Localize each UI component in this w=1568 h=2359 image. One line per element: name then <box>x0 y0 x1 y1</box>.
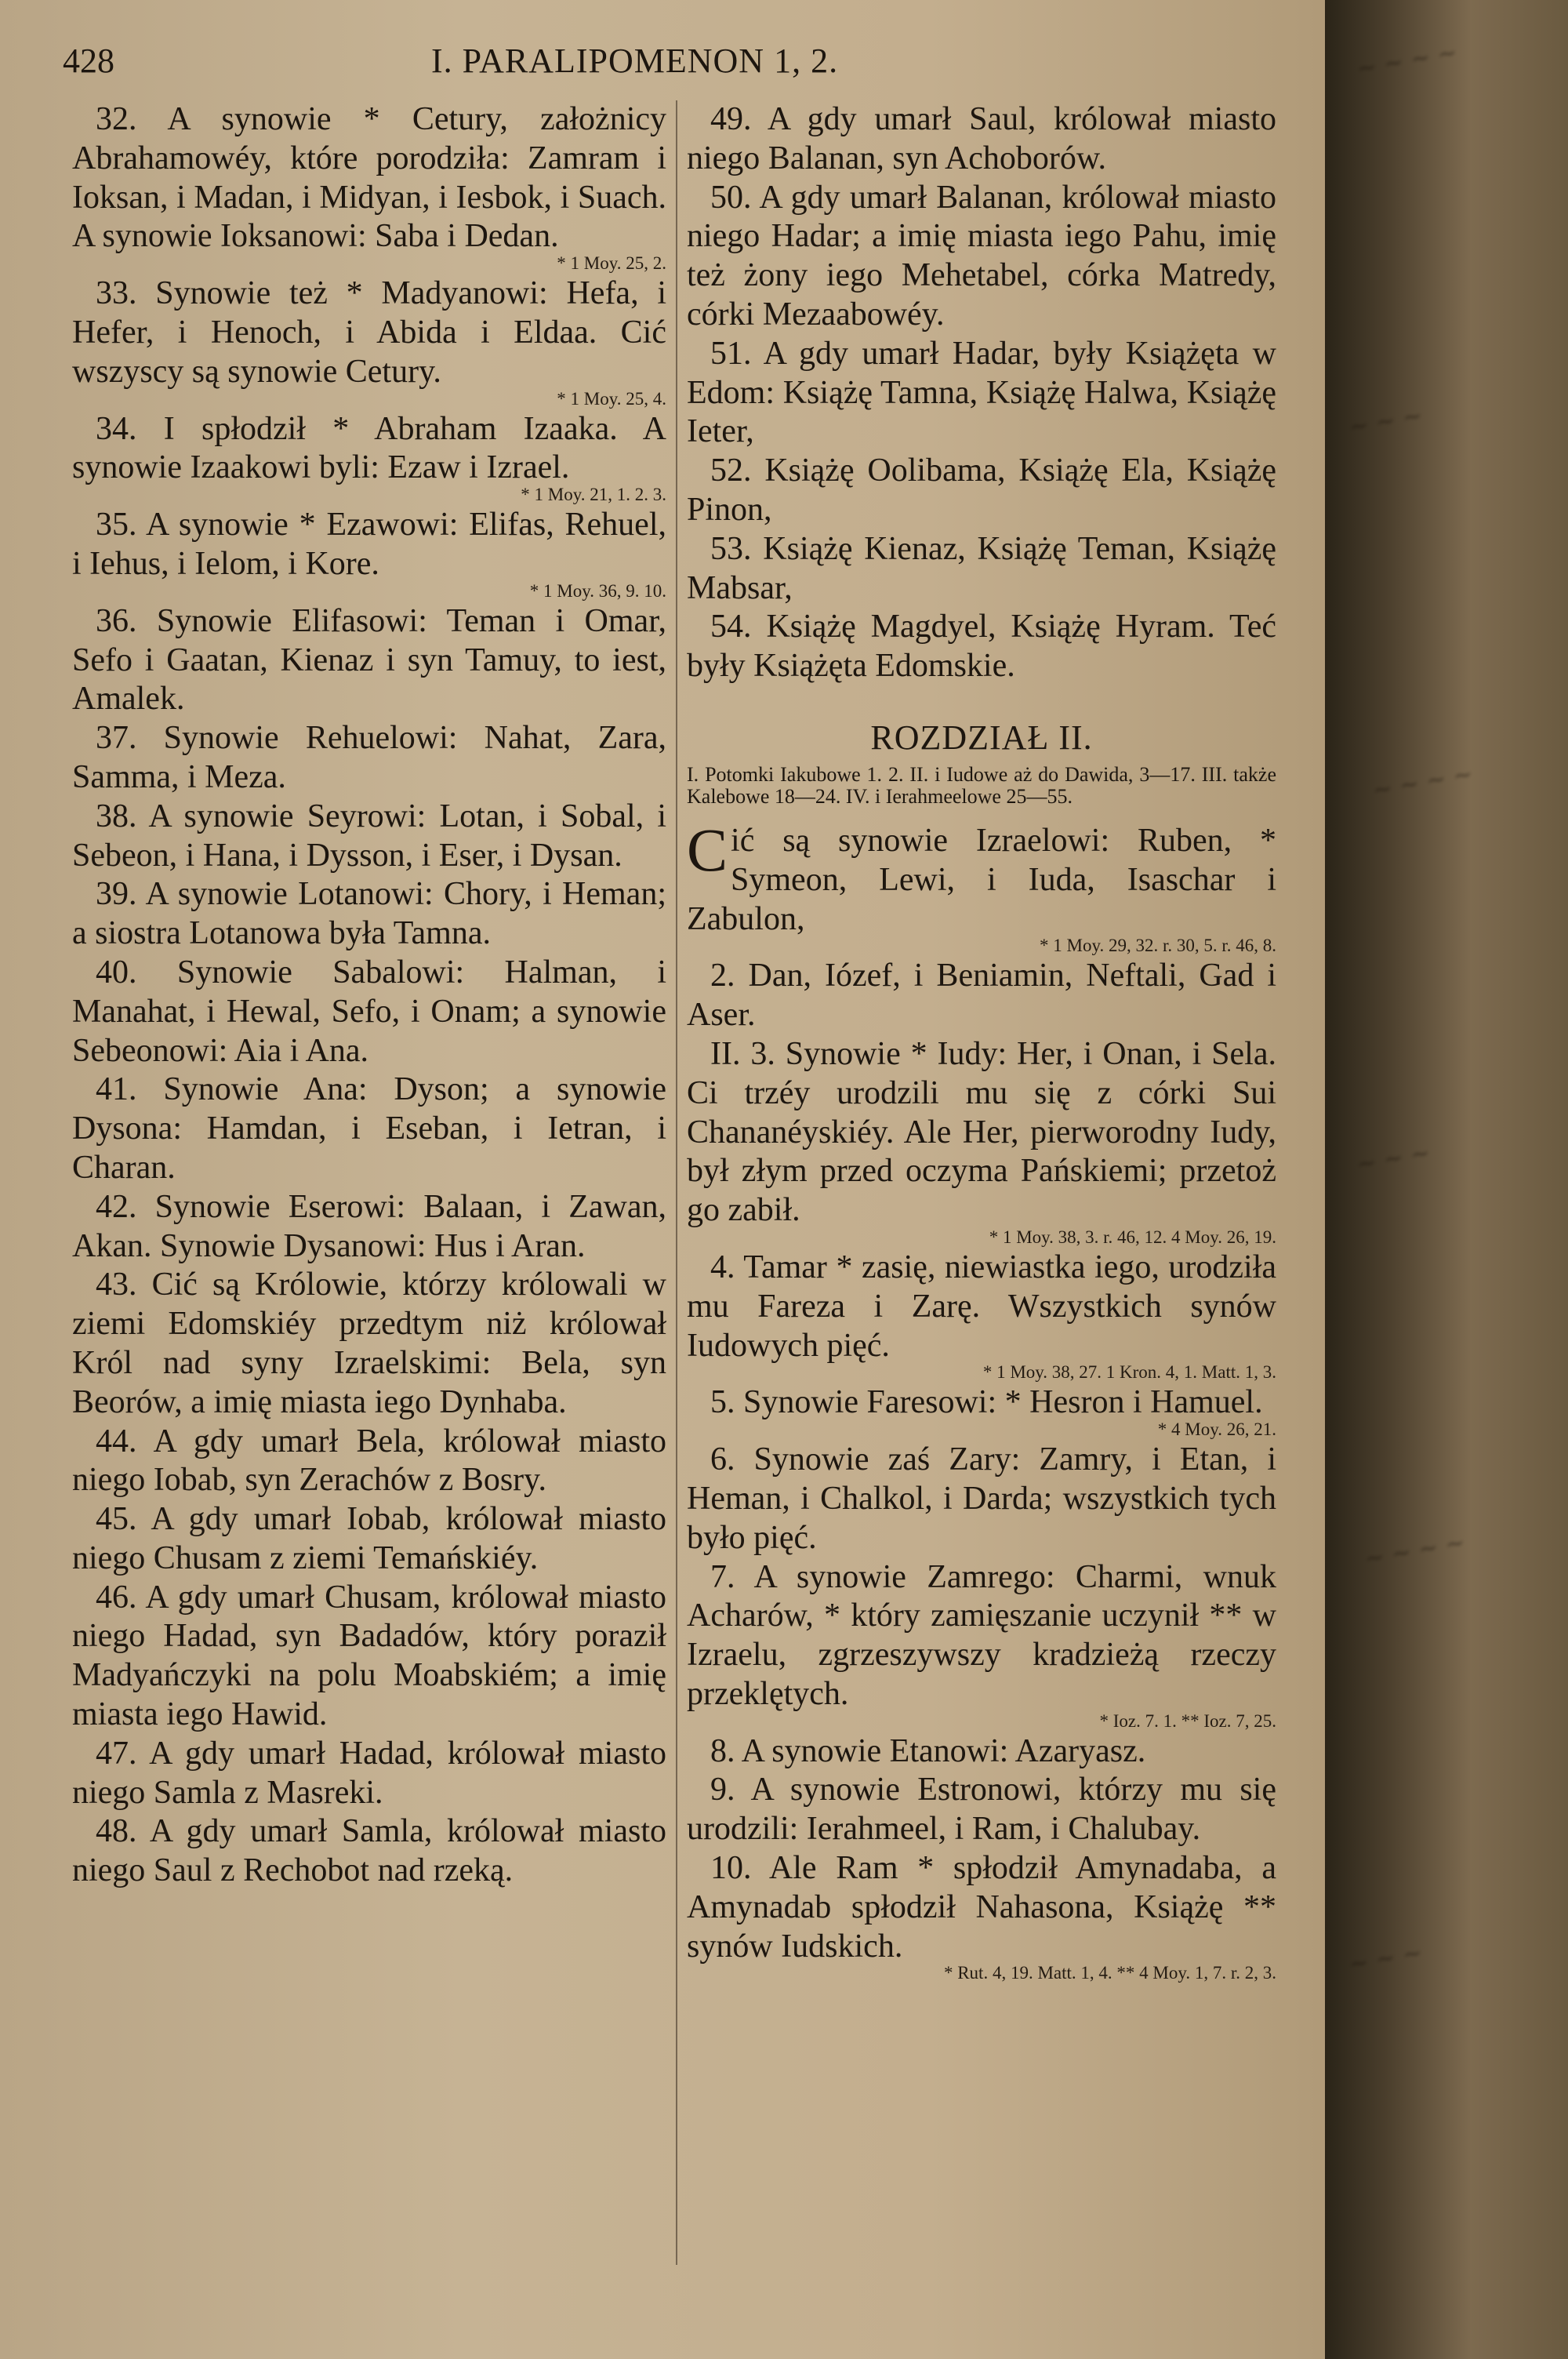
verse: 10. Ale Ram * spłodził Amynadaba, a Amynadab spłodził Nahasona, Książę ** synów Iudskich. <box>687 1850 1276 1965</box>
verse: 40. Synowie Sabalowi: Halman, i Manahat, i Hewal, Sefo, i Onam; a synowie Sebeonowi: Aia i Ana. <box>72 954 666 1069</box>
verse: 48. A gdy umarł Samla, królował miasto niego Saul z Rechobot nad rzeką. <box>72 1813 666 1889</box>
chapter-heading: ROZDZIAŁ II. <box>870 718 1093 757</box>
cross-reference: * Ioz. 7. 1. ** Ioz. 7, 25. <box>1099 1710 1276 1731</box>
verse: 8. A synowie Etanowi: Azaryasz. <box>710 1732 1146 1769</box>
verse: 36. Synowie Elifasowi: Teman i Omar, Sefo i Gaatan, Kienaz i syn Tamuy, to iest, Amalek. <box>72 602 666 718</box>
verse: 39. A synowie Lotanowi: Chory, i Heman; a siostra Lotanowa była Tamna. <box>72 876 666 952</box>
verse: 52. Książę Oolibama, Książę Ela, Książę Pinon, <box>687 453 1276 528</box>
page-number: 428 <box>63 42 114 80</box>
left-column <box>72 100 666 1891</box>
verse: 43. Cić są Królowie, którzy królowali w ziemi Edomskiéy przedtym niż królował Król nad syny Izraelskimi: Bela, syn Beorów, a imię miasta iego Dynhaba. <box>72 1267 666 1420</box>
verse: 37. Synowie Rehuelowi: Nahat, Zara, Samma, i Meza. <box>72 720 666 795</box>
verse: 2. Dan, Iózef, i Beniamin, Neftali, Gad i Aser. <box>687 958 1276 1034</box>
verse: 34. I spłodził * Abraham Izaaka. A synowie Izaakowi byli: Ezaw i Izrael. <box>72 410 666 486</box>
cross-reference: * 1 Moy. 38, 27. 1 Kron. 4, 1. Matt. 1, 3. <box>982 1362 1276 1383</box>
facing-page-gutter <box>1325 0 1568 2359</box>
page-header <box>63 41 1254 93</box>
bleed-through-text: ~ ~ ~ <box>1354 1139 1432 1179</box>
cross-reference: * 1 Moy. 29, 32. r. 30, 5. r. 46, 8. <box>1040 936 1276 956</box>
bleed-through-text: ~ ~ ~ ~ <box>1362 1528 1468 1573</box>
verse: 45. A gdy umarł Iobab, królował miasto niego Chusam z ziemi Temańskiéy. <box>72 1501 666 1576</box>
right-column <box>687 100 1276 1984</box>
verse: 47. A gdy umarł Hadad, królował miasto niego Samla z Masreki. <box>72 1735 666 1811</box>
verse: 4. Tamar * zasię, niewiastka iego, urodziła mu Fareza i Zarę. Wszystkich synów Iudowych pięć. <box>687 1249 1276 1364</box>
verse: 41. Synowie Ana: Dyson; a synowie Dysona: Hamdan, i Eseban, i Ietran, i Charan. <box>72 1071 666 1186</box>
running-title: I. PARALIPOMENON 1, 2. <box>431 42 839 80</box>
verse: II. 3. Synowie * Iudy: Her, i Onan, i Sela. Ci trzéy urodzili mu się z córki Sui Chananéyskiéy. Ale Her, pierworodny Iudy, był złym przed oczyma Pańskiemi; przetoż go zabił. <box>687 1035 1276 1229</box>
cross-reference: * 1 Moy. 38, 3. r. 46, 12. 4 Moy. 26, 19. <box>989 1227 1276 1247</box>
verse: 50. A gdy umarł Balanan, królował miasto niego Hadar; a imię miasta iego Pahu, imię też żony iego Mehetabel, córka Matredy, córki Mezaabowéy. <box>687 179 1276 333</box>
cross-reference: * 1 Moy. 36, 9. 10. <box>529 580 666 601</box>
right-column-verses-ch1 <box>687 100 1276 686</box>
cross-reference: * 1 Moy. 21, 1. 2. 3. <box>521 485 666 505</box>
verse: 35. A synowie * Ezawowi: Elifas, Rehuel, i Iehus, i Ielom, i Kore. <box>72 507 666 582</box>
verse: 46. A gdy umarł Chusam, królował miasto niego Hadad, syn Badadów, który poraził Madyańczyki na polu Moabskiém; a imię miasta iego Hawid. <box>72 1579 666 1733</box>
verse: 38. A synowie Seyrowi: Lotan, i Sobal, i Sebeon, i Hana, i Dysson, i Eser, i Dysan. <box>72 798 666 874</box>
drop-cap: C <box>687 815 728 884</box>
verse: 32. A synowie * Cetury, założnicy Abrahamowéy, które porodziła: Zamram i Ioksan, i Madan, i Midyan, i Iesbok, i Suach. A synowie Ioksanowi: Saba i Dedan. <box>72 101 666 255</box>
verse: 33. Synowie też * Madyanowi: Hefa, i Hefer, i Henoch, i Abida i Eldaa. Cić wszyscy są synowie Cetury. <box>72 275 666 390</box>
column-rule <box>676 100 677 2265</box>
verse: 54. Książę Magdyel, Książę Hyram. Teć były Książęta Edomskie. <box>687 609 1276 685</box>
bleed-through-text: ~ ~ ~ ~ <box>1370 760 1475 805</box>
verse: 6. Synowie zaś Zary: Zamry, i Etan, i Heman, i Chalkol, i Darda; wszystkich tych było pięć. <box>687 1441 1276 1556</box>
verse: 44. A gdy umarł Bela, królował miasto niego Iobab, syn Zerachów z Bosry. <box>72 1423 666 1499</box>
bleed-through-text: ~ ~ ~ <box>1346 1939 1425 1979</box>
chapter-first-verse <box>687 815 1276 939</box>
cross-reference: * 1 Moy. 25, 4. <box>557 388 666 409</box>
verse: 42. Synowie Eserowi: Balaan, i Zawan, Akan. Synowie Dysanowi: Hus i Aran. <box>72 1188 666 1264</box>
first-verse-text: ić są synowie Izraelowi: Ruben, * Symeon, Lewi, i Iuda, Isaschar i Zabulon, <box>687 822 1276 937</box>
cross-reference: * 4 Moy. 26, 21. <box>1157 1419 1276 1440</box>
chapter-summary: I. Potomki Iakubowe 1. 2. II. i Iudowe aż do Dawida, 3—17. III. także Kalebowe 18—24. IV. i Ierahmeelowe 25—55. <box>687 762 1276 808</box>
cross-reference: * Rut. 4, 19. Matt. 1, 4. ** 4 Moy. 1, 7. r. 2, 3. <box>943 1963 1276 1983</box>
verse: 5. Synowie Faresowi: * Hesron i Hamuel. <box>710 1384 1263 1421</box>
bleed-through-text: ~ ~ ~ <box>1346 402 1425 442</box>
verse: 49. A gdy umarł Saul, królował miasto niego Balanan, syn Achoborów. <box>687 101 1276 176</box>
verse: 7. A synowie Zamrego: Charmi, wnuk Acharów, * który zamięszanie uczynił ** w Izraelu, zgrzeszywszy kradzieżą rzeczy przeklętych. <box>687 1558 1276 1712</box>
cross-reference: * 1 Moy. 25, 2. <box>557 253 666 274</box>
verse: 51. A gdy umarł Hadar, były Książęta w Edom: Książę Tamna, Książę Halwa, Książę Ieter, <box>687 335 1276 450</box>
verse: 53. Książę Kienaz, Książę Teman, Książę Mabsar, <box>687 530 1276 606</box>
verse: 9. A synowie Estronowi, którzy mu się urodzili: Ierahmeel, i Ram, i Chalubay. <box>687 1772 1276 1848</box>
bleed-through-text: ~ ~ ~ ~ <box>1354 38 1460 83</box>
right-column-verses-ch2 <box>687 957 1276 1983</box>
